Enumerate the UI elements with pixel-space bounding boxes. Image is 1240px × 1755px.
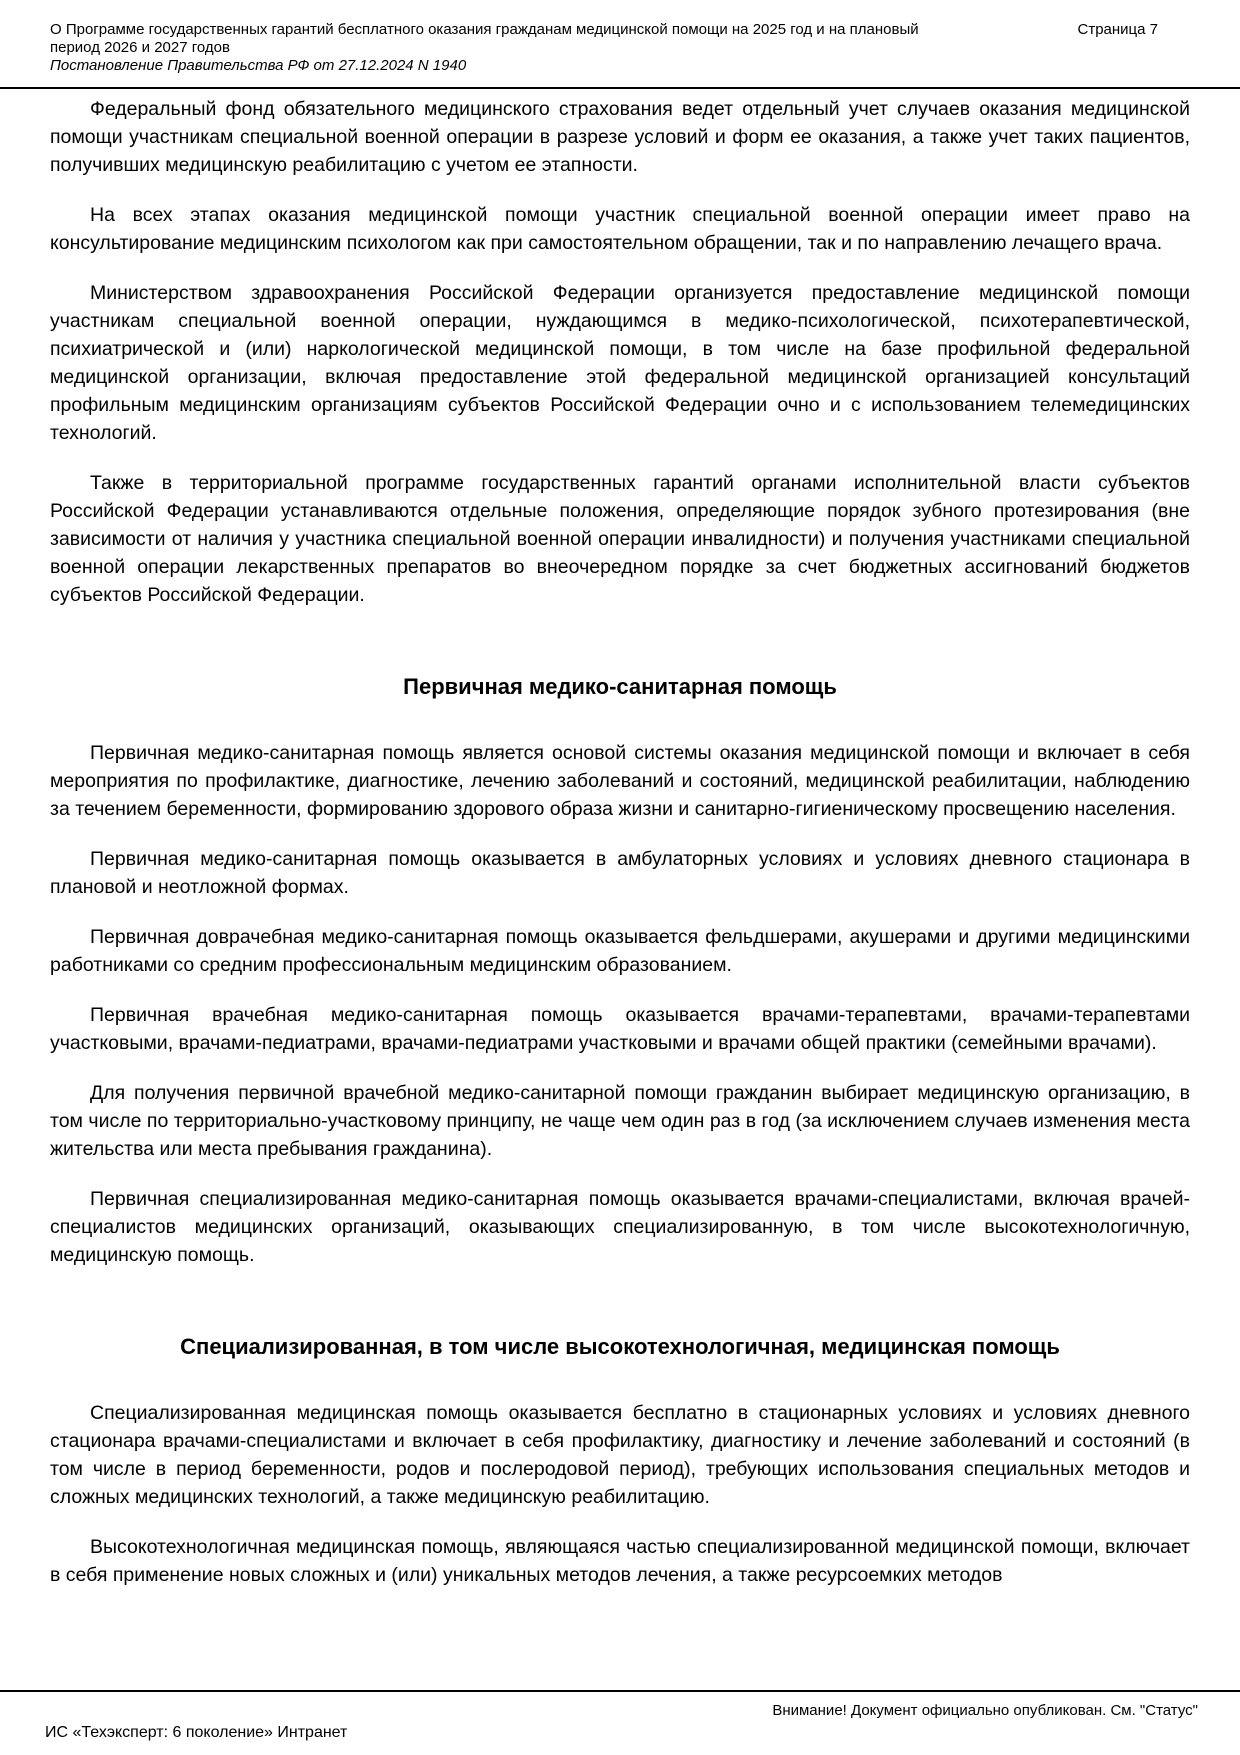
paragraph: Первичная врачебная медико-санитарная помощь оказывается врачами-терапевтами, врачами-терапевтами участковыми, врачами-педиатрами, врачами-педиатрами участковыми и врачами общей практики (семейными врачами).	[50, 1004, 1190, 1054]
paragraph: Первичная доврачебная медико-санитарная помощь оказывается фельдшерами, акушерами и другими медицинскими работниками со средним профессиональным медицинским образованием.	[50, 926, 1190, 976]
paragraph: Первичная медико-санитарная помощь является основой системы оказания медицинской помощи и включает в себя мероприятия по профилактике, диагностике, лечению заболеваний и состояний, медицинской реабилитации, наблюдению за течением беременности, формированию здорового образа жизни и санитарно-гигиеническому просвещению населения.	[50, 742, 1190, 820]
system-label: ИС «Техэксперт: 6 поколение» Интранет	[45, 1724, 348, 1741]
header-row	[50, 21, 1190, 57]
publication-notice: Внимание! Документ официально опубликован. См. "Статус"	[772, 1702, 1198, 1719]
paragraph: Первичная специализированная медико-санитарная помощь оказывается врачами-специалистами, включая врачей-специалистов медицинских организаций, оказывающих специализированную, в том числе высокотехнологичную, медицинскую помощь.	[50, 1188, 1190, 1266]
paragraph: Министерством здравоохранения Российской Федерации организуется предоставление медицинской помощи участникам специальной военной операции, нуждающимся в медико-психологической, психотерапевтической, психиатрической и (или) наркологической медицинской помощи, в том числе на базе профильной федеральной медицинской организации, включая предоставление этой федеральной медицинской организацией консультаций профильным медицинским организациям субъектов Российской Федерации очно и с использованием телемедицинских технологий.	[50, 282, 1190, 444]
page-number: Страница 7	[1077, 21, 1158, 38]
document-header	[0, 0, 1240, 89]
document-footer	[0, 1690, 1240, 1755]
paragraph: Для получения первичной врачебной медико-санитарной помощи гражданин выбирает медицинскую организацию, в том числе по территориально-участковому принципу, не чаще чем один раз в год (за исключением случаев изменения места жительства или места пребывания гражданина).	[50, 1082, 1190, 1160]
paragraph: Федеральный фонд обязательного медицинского страхования ведет отдельный учет случаев оказания медицинской помощи участникам специальной военной операции в разрезе условий и форм ее оказания, а также учет таких пациентов, получивших медицинскую реабилитацию с учетом ее этапности.	[50, 98, 1190, 176]
section-heading: Первичная медико-санитарная помощь	[403, 674, 837, 699]
paragraph: Также в территориальной программе государственных гарантий органами исполнительной власти субъектов Российской Федерации устанавливаются отдельные положения, определяющие порядок зубного протезирования (вне зависимости от наличия у участника специальной военной операции инвалидности) и получения участниками специальной военной операции лекарственных препаратов во внеочередном порядке за счет бюджетных ассигнований бюджетов субъектов Российской Федерации.	[50, 472, 1190, 606]
document-title: О Программе государственных гарантий бесплатного оказания гражданам медицинской помощи на 2025 год и на плановый период 2026 и 2027 годов	[50, 21, 919, 56]
document-body	[0, 89, 1240, 1686]
paragraph: Первичная медико-санитарная помощь оказывается в амбулаторных условиях и условиях дневного стационара в плановой и неотложной формах.	[50, 848, 1190, 898]
paragraph: На всех этапах оказания медицинской помощи участник специальной военной операции имеет право на консультирование медицинским психологом как при самостоятельном обращении, так и по направлению лечащего врача.	[50, 204, 1190, 254]
paragraph: Специализированная медицинская помощь оказывается бесплатно в стационарных условиях и условиях дневного стационара врачами-специалистами и включает в себя профилактику, диагностику и лечение заболеваний и состояний (в том числе в период беременности, родов и послеродовой период), требующих использования специальных методов и сложных медицинских технологий, а также медицинскую реабилитацию.	[50, 1402, 1190, 1508]
document-subtitle: Постановление Правительства РФ от 27.12.2024 N 1940	[50, 57, 467, 74]
section-heading: Специализированная, в том числе высокотехнологичная, медицинская помощь	[180, 1334, 1060, 1359]
paragraph: Высокотехнологичная медицинская помощь, являющаяся частью специализированной медицинской помощи, включает в себя применение новых сложных и (или) уникальных методов лечения, а также ресурсоемких методов	[50, 1536, 1190, 1586]
